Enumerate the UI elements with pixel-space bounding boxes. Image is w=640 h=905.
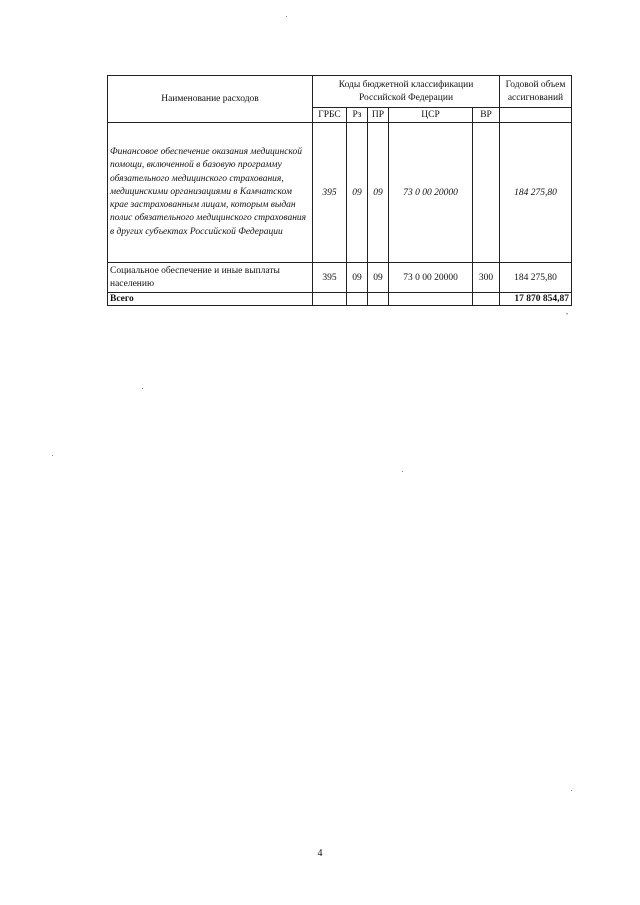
budget-table — [107, 75, 572, 306]
total-pr-empty — [368, 293, 389, 306]
header-amount: Годовой объем ассигнований — [500, 76, 572, 108]
header-csr: ЦСР — [389, 108, 473, 123]
row-rz: 09 — [347, 123, 368, 263]
header-name: Наименование расходов — [108, 76, 313, 123]
row-vr: 300 — [473, 263, 500, 293]
total-label: Всего — [108, 293, 313, 306]
row-vr — [473, 123, 500, 263]
row-name: Финансовое обеспечение оказания медицинской помощи, включенной в базовую программу обязательного медицинского страхования, медицинскими организациями в Камчатском крае застрахованным лицам, которым выдан полис обязательного медицинского страхования в других субъектах Российской Федерации — [108, 123, 313, 263]
scan-speck — [286, 16, 287, 17]
table-row — [108, 123, 572, 263]
row-amount: 184 275,80 — [500, 263, 572, 293]
total-rz-empty — [347, 293, 368, 306]
scan-speck — [571, 790, 572, 791]
total-grbs-empty — [313, 293, 347, 306]
scan-speck — [52, 455, 53, 456]
row-name: Социальное обеспечение и иные выплаты населению — [108, 263, 313, 293]
row-pr: 09 — [368, 123, 389, 263]
header-codes: Коды бюджетной классификации Российской Федерации — [313, 76, 500, 108]
total-csr-empty — [389, 293, 473, 306]
row-csr: 73 0 00 20000 — [389, 123, 473, 263]
row-pr: 09 — [368, 263, 389, 293]
header-vr: ВР — [473, 108, 500, 123]
row-amount: 184 275,80 — [500, 123, 572, 263]
scan-speck — [402, 471, 403, 472]
table-header-row — [108, 76, 572, 108]
total-vr-empty — [473, 293, 500, 306]
header-rz: Рз — [347, 108, 368, 123]
row-csr: 73 0 00 20000 — [389, 263, 473, 293]
total-amount: 17 870 854,87 — [500, 293, 572, 306]
scan-speck — [142, 388, 143, 389]
row-grbs: 395 — [313, 123, 347, 263]
table-total-row — [108, 293, 572, 306]
closing-quote-mark: " — [566, 313, 569, 319]
page-number: 4 — [317, 848, 323, 859]
header-grbs: ГРБС — [313, 108, 347, 123]
table-row — [108, 263, 572, 293]
header-amount-empty — [500, 108, 572, 123]
header-pr: ПР — [368, 108, 389, 123]
row-rz: 09 — [347, 263, 368, 293]
row-grbs: 395 — [313, 263, 347, 293]
